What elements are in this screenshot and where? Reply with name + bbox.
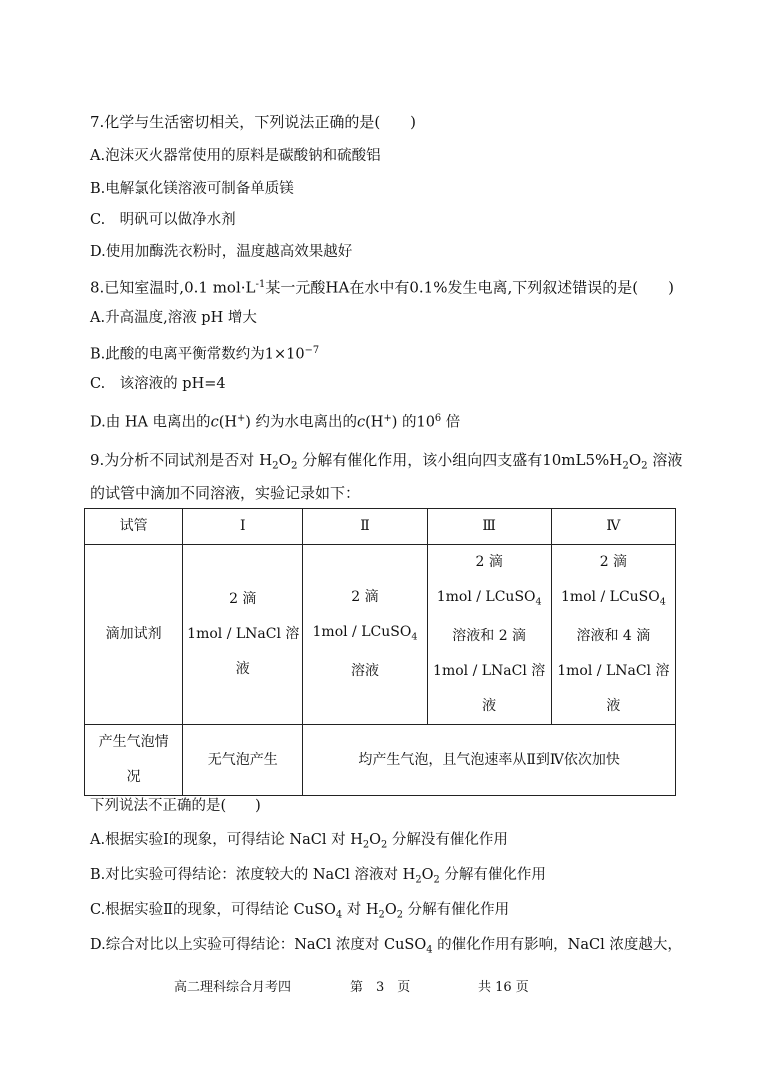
table-cell: Ⅰ [183,509,303,545]
q9-c-text: O [384,902,397,918]
q8-d-text: D.由 HA 电离出的 [90,414,211,431]
q8-d-var: c [210,414,219,431]
q9-sub: 4 [426,944,433,956]
q9-sub: 2 [641,460,648,472]
table-cell [303,545,427,725]
q9-b-text: B.对比实验可得结论：浓度较大的 NaCl 溶液对 H [90,867,416,883]
q9-stem-line2: 的试管中滴加不同溶液，实验记录如下： [90,484,361,502]
table-row-reagent [85,545,676,725]
table-cell: 试管 [85,509,183,545]
q9-option-c [90,900,509,925]
footer-total-pages: 共 16 页 [478,980,529,995]
cell-sub: 4 [411,631,418,643]
table-cell: Ⅳ [551,509,675,545]
table-cell: Ⅲ [427,509,551,545]
cell-line: 1mol / LNaCl 溶 [187,626,300,643]
cell-text: 1mol / LCuSO [312,624,412,640]
q8-option-a: A.升高温度,溶液 pH 增大 [90,310,257,326]
q9-a-text: O [369,832,382,848]
cell-line: 溶液 [350,663,379,680]
table-cell: 滴加试剂 [85,545,183,725]
q9-text: O [278,451,291,469]
q8-option-c: C. 该溶液的 pH=4 [90,376,226,392]
q9-c-text: 分解有催化作用 [402,902,510,918]
q8-option-d [90,409,460,432]
cell-line: 溶液和 2 滴 [452,628,527,645]
q9-option-a [90,830,508,855]
q8-d-text: 倍 [441,414,461,431]
cell-text: 1mol / LCuSO [436,589,536,605]
q8-stem [90,275,674,298]
cell-line: 液 [235,661,250,678]
q9-sub: 2 [378,909,385,921]
table-cell: 均产生气泡，且气泡速率从Ⅱ到Ⅳ依次加快 [303,725,676,796]
cell-text: 1mol / LCuSO [560,589,660,605]
cell-line [432,580,547,619]
q9-c-text: 对 H [342,902,379,918]
q8-stem-part: 8.已知室温时,0.1 mol·L [90,278,256,297]
q8-b-sup: −7 [304,345,320,356]
q9-sub: 2 [396,909,403,921]
q9-sub: 4 [335,909,343,921]
table-cell [85,725,183,796]
q9-b-text: O [421,867,434,883]
q9-text: 溶液 [647,451,683,469]
q9-sub: 2 [415,874,422,886]
q8-stem-sup: -1 [255,279,266,290]
q9-sub: 2 [290,460,298,472]
cell-sub: 4 [535,596,542,608]
q9-option-d [90,935,682,960]
q8-d-text: ) 约为水电离出的 [245,414,358,431]
q8-b-text: B.此酸的电离平衡常数约为1×10 [90,346,305,363]
q9-b-text: 分解有催化作用 [439,867,546,883]
q7-option-b: B.电解氯化镁溶液可制备单质镁 [90,181,294,197]
q9-a-text: 分解没有催化作用 [387,832,508,848]
q8-d-text: (H [218,414,237,431]
q8-d-text: (H [365,414,384,431]
q7-stem: 7.化学与生活密切相关，下列说法正确的是( ) [90,113,417,131]
q9-d-text: 的催化作用有影响，NaCl 浓度越大， [432,937,682,953]
cell-line [307,615,422,654]
q7-option-c: C. 明矾可以做净水剂 [90,212,236,228]
footer-exam-title: 高二理科综合月考四 [174,980,292,995]
q8-d-sup: 6 [434,413,442,424]
q7-option-a: A.泡沫灭火器常使用的原料是碳酸钠和硫酸铝 [90,148,381,164]
q9-stem-line1 [90,450,682,477]
q9-text: 分解有催化作用，该小组向四支盛有10mL5%H [297,451,623,469]
table-cell [183,545,303,725]
table-cell [427,545,551,725]
q8-stem-part: 某一元酸HA在水中有0.1%发生电离,下列叙述错误的是( ) [265,278,674,297]
cell-line: 2 滴 [351,589,379,605]
cell-line: 1mol / LNaCl 溶 [433,663,546,680]
q8-option-b [90,341,319,364]
q9-sub: 2 [381,839,388,851]
cell-line: 2 滴 [229,591,257,608]
q9-sub: 2 [362,839,370,851]
cell-line: 1mol / LNaCl 溶 [557,663,670,680]
q9-text: 9.为分析不同试剂是否对 H [90,451,273,469]
q8-d-sup: + [383,413,392,424]
q7-option-d: D.使用加酶洗衣粉时，温度越高效果越好 [90,244,353,260]
q9-a-text: A.根据实验Ⅰ的现象，可得结论 NaCl 对 H [90,832,363,848]
q9-option-b [90,865,546,890]
q9-sub: 2 [433,874,440,886]
footer-page-number: 第 3 页 [350,980,411,995]
q9-d-text: D.综合对比以上实验可得结论：NaCl 浓度对 CuSO [90,937,427,953]
q9-c-text: C.根据实验Ⅱ的现象，可得结论 CuSO [90,902,336,918]
q9-sub: 2 [622,460,629,472]
q8-d-sup: + [237,413,246,424]
table-cell: Ⅱ [303,509,427,545]
table-cell [551,545,675,725]
q9-sub: 2 [272,460,279,472]
cell-line: 2 滴 [475,554,503,570]
q9-text: O [628,451,642,469]
cell-line [556,580,671,619]
cell-line: 液 [482,698,497,715]
cell-line: 液 [606,698,621,715]
cell-line: 产生气泡情 [98,734,169,751]
table-cell: 无气泡产生 [183,725,303,796]
cell-line: 溶液和 4 滴 [576,628,651,645]
cell-line: 况 [126,769,141,786]
cell-sub: 4 [659,596,666,608]
table-header-row [85,509,676,545]
table-row-bubbles [85,725,676,796]
cell-line: 2 滴 [599,554,628,570]
q9-ask: 下列说法不正确的是( ) [90,798,261,814]
experiment-table [84,508,676,796]
q8-d-var: c [357,414,366,431]
q8-d-text: ) 的10 [391,414,435,431]
